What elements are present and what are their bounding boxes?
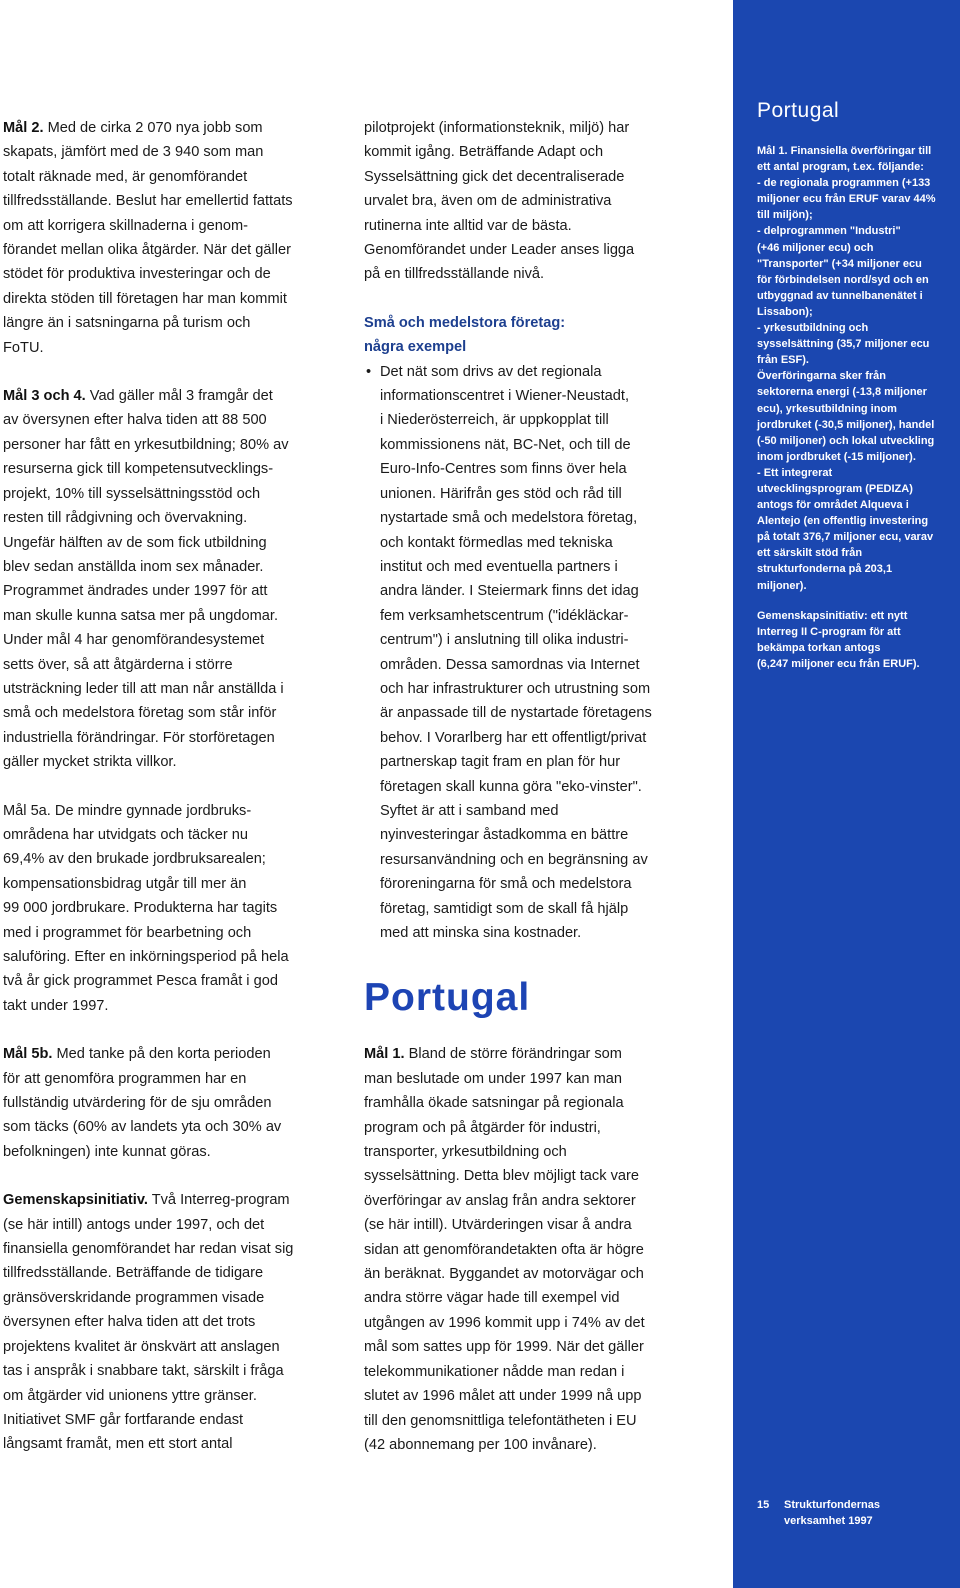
paragraph-pilotprojekt: pilotprojekt (informationsteknik, miljö) har kommit igång. Beträffande Adapt och Sysselsättning gick det decentraliserade urvalet bra, även om de administrativa rutinerna inte alltid var de bästa. Genomförandet under Leader anses ligga på en tillfredsställande nivå. [364, 120, 635, 283]
sidebar-title: Portugal [757, 99, 840, 122]
paragraph-mal-5a: Mål 5a. De mindre gynnade jordbruks- områdena har utvidgats och täcker nu 69,4% av den brukade jordbruksarealen; kompensationsbidrag utgår till mer än 99 000 jordbrukare. Produkterna har tagits med i programmet för bearbetning och saluföring. Efter en inkörningsperiod på hela två år gick programmet Pesca framåt i god takt under 1997. [3, 802, 289, 1014]
page-number: 15 [757, 1499, 770, 1511]
text-column-left [3, 116, 343, 1457]
paragraph-body: Vad gäller mål 3 framgår det av översynen efter halva tiden att 88 500 personer har fått en yrkesutbildning; 80% av resurserna gick till kompetensutvecklings- projekt, 10% till sysselsättningsstöd och resten till rådgivning och övervakning. Ungefär hälften av de som fick utbildning blev sedan anställda inom sex månader. Programmet ändrades under 1997 för att man skulle kunna satsa mer på ungdomar. Under mål 4 har genomförandesystemet setts över, så att åtgärderna i större utsträckning leder till att man når anställda i små och medelstora företag som står inför industriella förändringar. För storföretagen gäller mycket strikta villkor. [3, 388, 289, 771]
publication-title: Strukturfondernas verksamhet 1997 [784, 1499, 880, 1527]
paragraph-lead: Mål 3 och 4. [3, 388, 86, 405]
paragraph-body: Två Interreg-program (se här intill) antogs under 1997, och det finansiella genomförandet har redan visat sig tillfredsställande. Beträffande de tidigare gränsöverskridande programmen visade översynen efter halva tiden att det trots projektens kvalitet är önskvärt att anslagen tas i anspråk i snabbare takt, särskilt i fråga om åtgärder vid unionens yttre gränser. Initiativet SMF går fortfarande endast långsamt framåt, men ett stort antal [3, 1192, 294, 1453]
paragraph-gemenskapsinitiativ [3, 1188, 343, 1456]
paragraph-mal-2 [3, 116, 343, 360]
paragraph-lead: Mål 2. [3, 120, 44, 136]
paragraph-portugal-mal-1 [364, 1042, 704, 1457]
sidebar-panel [733, 0, 960, 1588]
bullet-text: Det nät som drivs av det regionala informationscentret i Wiener-Neustadt, i Niederösterreich, är uppkopplat till kommissionens nät, BC-Net, och till de Euro-Info-Centres som finns över hela unionen. Härifrån ges stöd och råd till nystartade små och medelstora företag, och kontakt förmedlas med tekniska institut och med eventuella partners i andra länder. I Steiermark finns det idag fem verksamhetscentrum ("idékläckar- centrum") i anslutning till olika industri- områden. Dessa samordnas via Internet och har infrastrukturer och utrustning som är anpassade till de nystartade företagens behov. I Vorarlberg har ett offentligt/privat partnerskap tagit fram en plan för hur företagen skall kunna göra "eko-vinster". Syftet är att i samband med nyinvesteringar åstadkomma en bättre resursanvändning och en begränsning av föroreningarna för små och medelstora företag, samtidigt som de skall få hjälp med att minska sina kostnader. [380, 363, 652, 941]
paragraph-body: Bland de större förändringar som man beslutade om under 1997 kan man framhålla ökade satsningar på regionala program och på åtgärder för industri, transporter, yrkesutbildning och sysselsättning. Detta blev möjligt tack vare överföringar av anslag från andra sektorer (se här intill). Utvärderingen visar å andra sidan att genomförandetakten ofta är högre än beräknat. Byggandet av motorvägar och andra större vägar hade till exempel vid utgången av 1996 kommit upp i 74% av det mål som sattes upp för 1999. När det gäller telekommunikationer nådde man redan i slutet av 1996 målet att under 1999 nå upp till den genomsnittliga telefontätheten i EU (42 abonnemang per 100 invånare). [364, 1046, 645, 1453]
paragraph-mal-3-och-4 [3, 384, 343, 775]
paragraph-body: Med tanke på den korta perioden för att genomföra programmen har en fullständig utvärdering för de sju områden som täcks (60% av landets yta och 30% av befolkningen) inte kunnat göras. [3, 1046, 282, 1160]
paragraph-mal-5b [3, 1042, 343, 1164]
sidebar-text: Mål 1. Finansiella överföringar till ett antal program, t.ex. följande: - de regionala programmen (+133 miljoner ecu från ERUF varav 44% till miljön); - delprogrammen "Industri" (+46 miljoner ecu) och "Transporter" (+34 miljoner ecu för förbindelsen nord/syd och en utbyggnad av tunnelbanenätet i Lissabon); - yrkesutbildning och sysselsättning (35,7 miljoner ecu från ESF). Överföringarna sker från sektorerna energi (-13,8 miljoner ecu), yrkesutbildning inom jordbruket (-30,5 miljoner), handel (-50 miljoner) och lokal utveckling inom jordbruket (-15 miljoner). - Ett integrerat utvecklingsprogram (PEDIZA) antogs för området Alqueva i Alentejo (en offentlig investering på totalt 376,7 miljoner ecu, varav ett särskilt stöd från strukturfonderna på 203,1 miljoner). [757, 145, 936, 592]
paragraph-lead: Mål 5b. [3, 1046, 53, 1063]
bullet-mark: • [366, 363, 372, 380]
bullet-item [364, 360, 704, 946]
sidebar-note: Gemenskapsinitiativ: ett nytt Interreg II C-program för att bekämpa torkan antogs (6,247 miljoner ecu från ERUF). [757, 610, 920, 671]
section-subheading: Små och medelstora företag: några exempel [364, 314, 566, 356]
paragraph-lead: Mål 1. [364, 1046, 405, 1063]
text-column-right [364, 116, 704, 1457]
paragraph-body: Med de cirka 2 070 nya jobb som skapats, jämfört med de 3 940 som man totalt räknade med, är genomförandet tillfredsställande. Beslut har emellertid fattats om att korrigera skillnaderna i genom- förandet mellan olika åtgärder. När det gäller stödet för produktiva investeringar och de direkta stöden till företagen har man kommit längre än i satsningarna på turism och FoTU. [3, 120, 293, 356]
section-heading-portugal: Portugal [364, 976, 531, 1020]
paragraph-lead: Gemenskapsinitiativ. [3, 1192, 148, 1209]
